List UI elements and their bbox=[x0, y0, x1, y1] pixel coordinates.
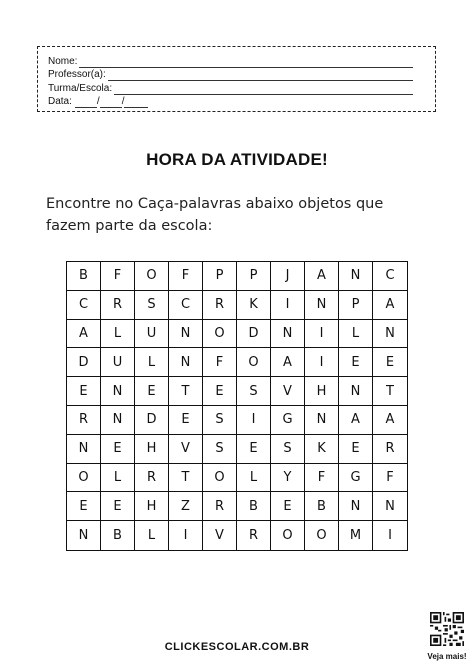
grid-cell[interactable]: E bbox=[373, 348, 407, 377]
grid-cell[interactable]: V bbox=[169, 435, 203, 464]
grid-cell[interactable]: D bbox=[67, 348, 101, 377]
grid-cell[interactable]: F bbox=[373, 464, 407, 493]
grid-cell[interactable]: S bbox=[203, 406, 237, 435]
date-label: Data: bbox=[48, 96, 72, 107]
grid-cell[interactable]: C bbox=[67, 291, 101, 320]
grid-cell[interactable]: N bbox=[271, 320, 305, 349]
grid-cell[interactable]: R bbox=[373, 435, 407, 464]
class-label: Turma/Escola: bbox=[48, 83, 113, 94]
grid-cell[interactable]: R bbox=[203, 291, 237, 320]
grid-cell[interactable]: H bbox=[135, 435, 169, 464]
grid-cell[interactable]: F bbox=[203, 348, 237, 377]
teacher-line[interactable] bbox=[108, 70, 413, 81]
grid-cell[interactable]: A bbox=[373, 291, 407, 320]
grid-cell[interactable]: P bbox=[237, 262, 271, 291]
grid-cell[interactable]: Y bbox=[271, 464, 305, 493]
grid-cell[interactable]: E bbox=[101, 435, 135, 464]
date-month-line[interactable] bbox=[100, 97, 122, 108]
grid-cell[interactable]: I bbox=[305, 348, 339, 377]
grid-cell[interactable]: L bbox=[339, 320, 373, 349]
grid-cell[interactable]: B bbox=[237, 492, 271, 521]
grid-cell[interactable]: F bbox=[101, 262, 135, 291]
grid-cell[interactable]: N bbox=[373, 492, 407, 521]
grid-cell[interactable]: I bbox=[388, 528, 392, 544]
grid-cell[interactable]: B bbox=[305, 492, 339, 521]
grid-cell[interactable]: O bbox=[203, 464, 237, 493]
grid-cell[interactable]: E bbox=[271, 492, 305, 521]
grid-cell[interactable]: U bbox=[135, 320, 169, 349]
grid-cell[interactable]: S bbox=[271, 435, 305, 464]
grid-cell[interactable]: L bbox=[135, 348, 169, 377]
grid-cell[interactable]: N bbox=[373, 320, 407, 349]
grid-cell[interactable]: H bbox=[305, 377, 339, 406]
student-info-box bbox=[37, 46, 436, 112]
grid-cell[interactable]: E bbox=[135, 377, 169, 406]
grid-cell[interactable]: P bbox=[339, 291, 373, 320]
grid-cell[interactable]: A bbox=[373, 406, 407, 435]
date-year-line[interactable] bbox=[121, 96, 148, 108]
grid-cell[interactable]: C bbox=[169, 291, 203, 320]
grid-cell[interactable]: A bbox=[271, 348, 305, 377]
grid-cell[interactable]: G bbox=[271, 406, 305, 435]
grid-cell[interactable]: S bbox=[237, 377, 271, 406]
grid-cell[interactable]: O bbox=[203, 320, 237, 349]
class-line[interactable] bbox=[114, 84, 413, 95]
grid-cell[interactable]: E bbox=[67, 377, 101, 406]
grid-cell[interactable]: S bbox=[203, 435, 237, 464]
grid-cell[interactable]: R bbox=[135, 464, 169, 493]
grid-cell[interactable]: V bbox=[203, 521, 237, 550]
grid-cell[interactable]: I bbox=[169, 521, 203, 550]
grid-cell[interactable]: K bbox=[237, 291, 271, 320]
grid-cell[interactable]: E bbox=[67, 492, 101, 521]
grid-cell[interactable]: J bbox=[271, 262, 305, 291]
page-title: HORA DA ATIVIDADE! bbox=[146, 150, 328, 169]
grid-cell[interactable]: N bbox=[169, 320, 203, 349]
grid-cell[interactable]: N bbox=[339, 377, 373, 406]
grid-cell[interactable]: T bbox=[169, 377, 203, 406]
grid-cell[interactable]: E bbox=[237, 435, 271, 464]
date-day-line[interactable] bbox=[75, 97, 97, 108]
word-search-grid bbox=[66, 261, 408, 551]
grid-cell[interactable]: D bbox=[135, 406, 169, 435]
grid-cell[interactable]: N bbox=[67, 435, 101, 464]
grid-cell[interactable]: O bbox=[67, 464, 101, 493]
grid-cell[interactable]: O bbox=[305, 521, 339, 550]
grid-cell[interactable]: A bbox=[339, 406, 373, 435]
grid-cell[interactable]: O bbox=[271, 521, 305, 550]
grid-cell[interactable]: A bbox=[67, 320, 101, 349]
grid-cell[interactable]: I bbox=[237, 406, 271, 435]
date-field[interactable] bbox=[48, 96, 148, 108]
grid-cell[interactable]: B bbox=[67, 262, 101, 291]
grid-cell[interactable]: N bbox=[339, 492, 373, 521]
grid-cell[interactable]: N bbox=[305, 291, 339, 320]
grid-cell[interactable]: R bbox=[203, 492, 237, 521]
grid-cell[interactable]: R bbox=[101, 291, 135, 320]
grid-cell[interactable]: V bbox=[271, 377, 305, 406]
grid-cell[interactable]: M bbox=[339, 521, 373, 550]
footer-site: CLICKESCOLAR.COM.BR bbox=[164, 641, 310, 653]
grid-cell[interactable]: N bbox=[339, 262, 373, 291]
qr-caption: Veja mais! bbox=[427, 652, 467, 661]
grid-cell[interactable]: P bbox=[203, 262, 237, 291]
name-label: Nome: bbox=[48, 56, 78, 67]
grid-cell[interactable]: H bbox=[135, 492, 169, 521]
grid-cell[interactable]: N bbox=[305, 406, 339, 435]
grid-cell[interactable]: G bbox=[339, 464, 373, 493]
grid-cell[interactable]: E bbox=[339, 435, 373, 464]
grid-cell[interactable]: B bbox=[101, 521, 135, 550]
teacher-label: Professor(a): bbox=[48, 69, 106, 80]
grid-cell[interactable]: N bbox=[169, 348, 203, 377]
grid-cell[interactable]: K bbox=[305, 435, 339, 464]
grid-cell[interactable]: T bbox=[169, 464, 203, 493]
grid-cell[interactable]: I bbox=[271, 291, 305, 320]
grid-cell[interactable]: T bbox=[373, 377, 407, 406]
name-field[interactable] bbox=[48, 54, 413, 68]
qr-code-icon bbox=[430, 612, 464, 646]
date-sep-2: / bbox=[121, 96, 125, 107]
grid-cell[interactable]: A bbox=[305, 262, 339, 291]
grid-cell[interactable]: I bbox=[305, 320, 339, 349]
grid-cell[interactable]: O bbox=[237, 348, 271, 377]
class-field[interactable] bbox=[48, 81, 413, 95]
grid-cell[interactable]: L bbox=[237, 464, 271, 493]
grid-cell[interactable]: O bbox=[135, 262, 169, 291]
grid-cell[interactable]: N bbox=[101, 406, 135, 435]
grid-cell[interactable]: L bbox=[135, 521, 169, 550]
grid-cell[interactable]: N bbox=[67, 521, 101, 550]
grid-cell[interactable]: E bbox=[169, 406, 203, 435]
grid-cell[interactable]: R bbox=[237, 521, 271, 550]
grid-cell[interactable]: E bbox=[101, 492, 135, 521]
grid-cell[interactable]: E bbox=[339, 348, 373, 377]
grid-cell[interactable]: L bbox=[101, 464, 135, 493]
grid-cell[interactable]: F bbox=[305, 464, 339, 493]
grid-cell[interactable]: S bbox=[135, 291, 169, 320]
grid-cell[interactable]: C bbox=[373, 262, 407, 291]
teacher-field[interactable] bbox=[48, 67, 413, 81]
grid-cell[interactable]: L bbox=[101, 320, 135, 349]
date-sep-1: / bbox=[96, 96, 100, 107]
instructions-text: Encontre no Caça-palavras abaixo objetos que fazem parte da escola: bbox=[46, 196, 384, 234]
grid-cell[interactable]: Z bbox=[169, 492, 203, 521]
grid-cell[interactable]: N bbox=[101, 377, 135, 406]
grid-cell[interactable]: E bbox=[203, 377, 237, 406]
grid-cell[interactable]: F bbox=[169, 262, 203, 291]
grid-cell[interactable]: D bbox=[237, 320, 271, 349]
grid-cell[interactable]: R bbox=[67, 406, 101, 435]
grid-cell[interactable]: U bbox=[101, 348, 135, 377]
